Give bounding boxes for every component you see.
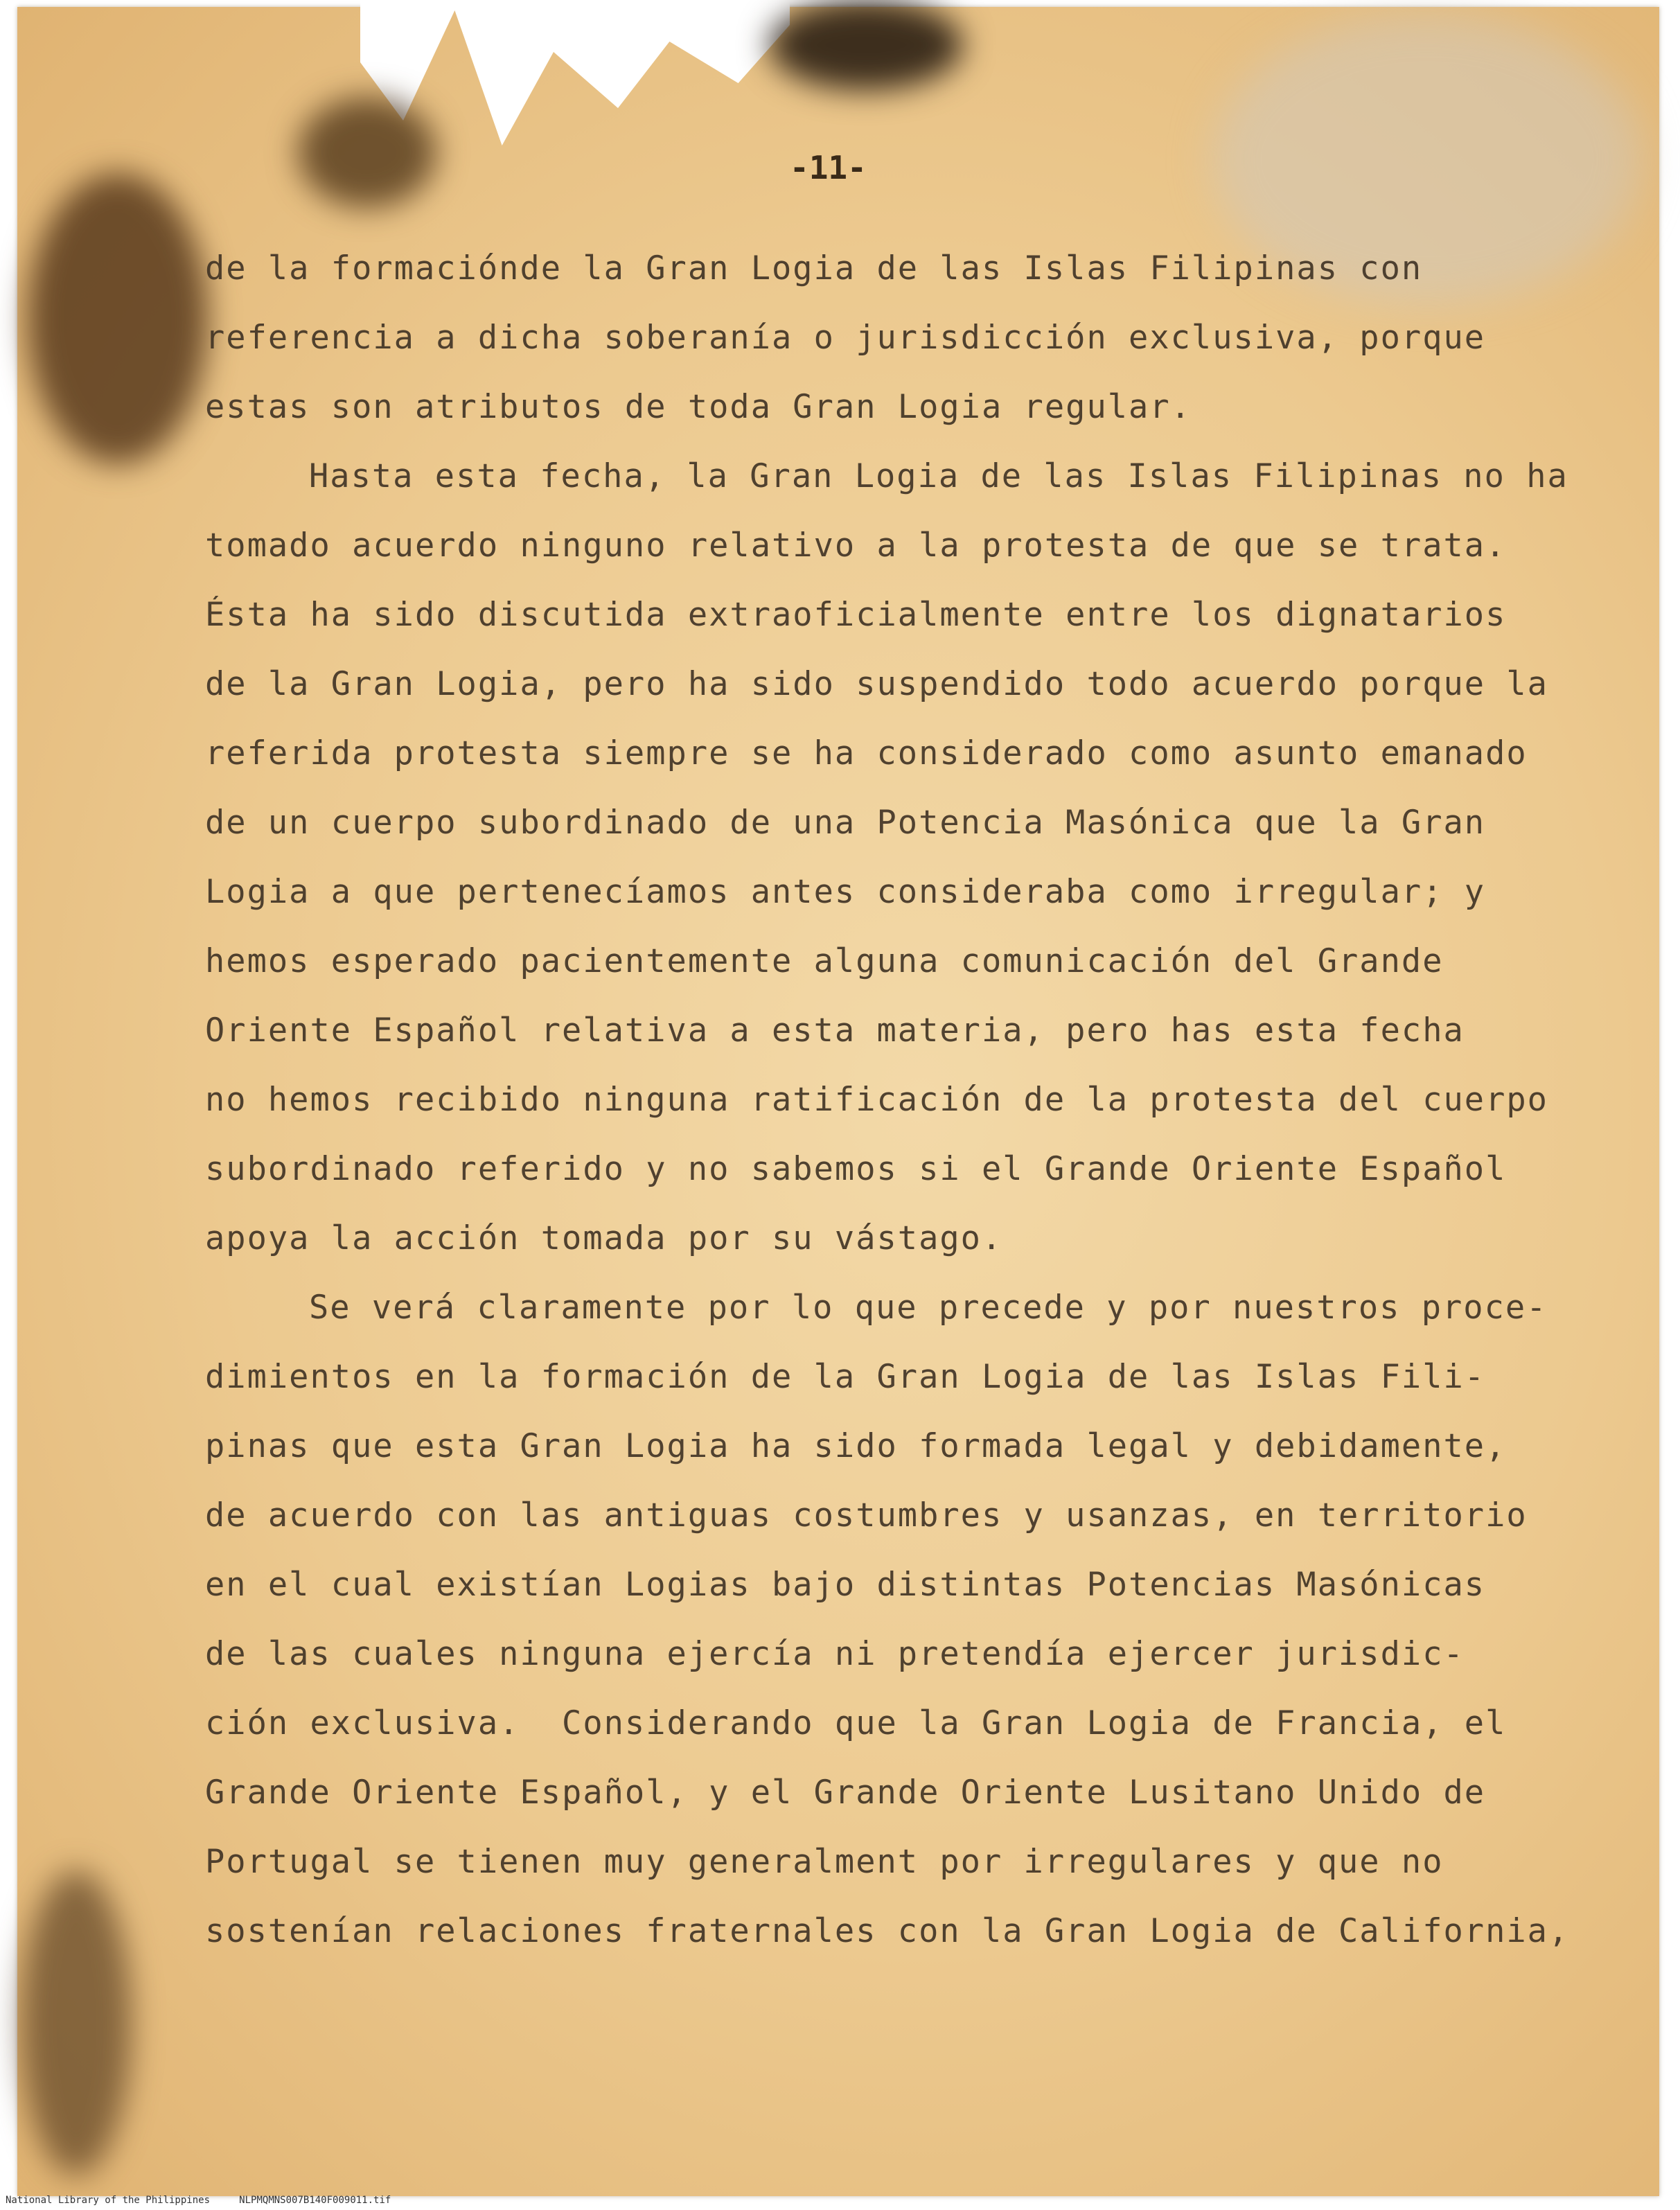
text-line: Ésta ha sido discutida extraoficialmente entre los dignatarios <box>205 596 1507 634</box>
text-line: referencia a dicha soberanía o jurisdicción exclusiva, porque <box>205 319 1486 357</box>
text-line: en el cual existían Logias bajo distintas Potencias Masónicas <box>205 1566 1486 1604</box>
text-line: pinas que esta Gran Logia ha sido formada legal y debidamente, <box>205 1427 1507 1465</box>
text-line: subordinado referido y no sabemos si el Grande Oriente Español <box>205 1150 1507 1188</box>
archive-footer <box>6 2195 391 2206</box>
text-line: no hemos recibido ninguna ratificación de la protesta del cuerpo <box>205 1081 1548 1119</box>
text-line: de la Gran Logia, pero ha sido suspendido todo acuerdo porque la <box>205 665 1548 703</box>
scan-filename: NLPMQMNS007B140F009011.tif <box>239 2195 391 2206</box>
text-line: Portugal se tienen muy generalment por irregulares y que no <box>205 1843 1444 1881</box>
text-line: hemos esperado pacientemente alguna comunicación del Grande <box>205 942 1444 980</box>
text-line: sostenían relaciones fraternales con la Gran Logia de California, <box>205 1912 1570 1950</box>
text-line: de las cuales ninguna ejercía ni pretendía ejercer jurisdic- <box>205 1635 1465 1673</box>
text-line: tomado acuerdo ninguno relativo a la protesta de que se trata. <box>205 527 1507 565</box>
text-line: apoya la acción tomada por su vástago. <box>205 1219 1003 1257</box>
ink-blot-top <box>769 0 963 90</box>
text-line: Oriente Español relativa a esta materia, pero has esta fecha <box>205 1011 1465 1050</box>
text-line: de la formaciónde la Gran Logia de las Islas Filipinas con <box>205 249 1423 288</box>
water-stain-bottom-left <box>21 1871 132 2175</box>
text-line: Logia a que pertenecíamos antes consideraba como irregular; y <box>205 873 1486 911</box>
text-line: Grande Oriente Español, y el Grande Oriente Lusitano Unido de <box>205 1774 1486 1812</box>
water-stain-left <box>28 173 208 464</box>
text-line: estas son atributos de toda Gran Logia regular. <box>205 388 1192 426</box>
text-line: referida protesta siempre se ha considerado como asunto emanado <box>205 734 1528 772</box>
text-line: ción exclusiva. Considerando que la Gran Logia de Francia, el <box>205 1704 1507 1742</box>
text-line: Hasta esta fecha, la Gran Logia de las Islas Filipinas no ha <box>309 457 1568 495</box>
text-line: Se verá claramente por lo que precede y por nuestros proce- <box>309 1289 1548 1327</box>
water-stain-top <box>298 97 436 208</box>
archive-name: National Library of the Philippines <box>6 2195 211 2206</box>
page-number: -11- <box>790 149 867 186</box>
text-line: de un cuerpo subordinado de una Potencia Masónica que la Gran <box>205 804 1486 842</box>
text-line: dimientos en la formación de la Gran Logia de las Islas Fili- <box>205 1358 1486 1396</box>
text-line: de acuerdo con las antiguas costumbres y usanzas, en territorio <box>205 1496 1528 1535</box>
